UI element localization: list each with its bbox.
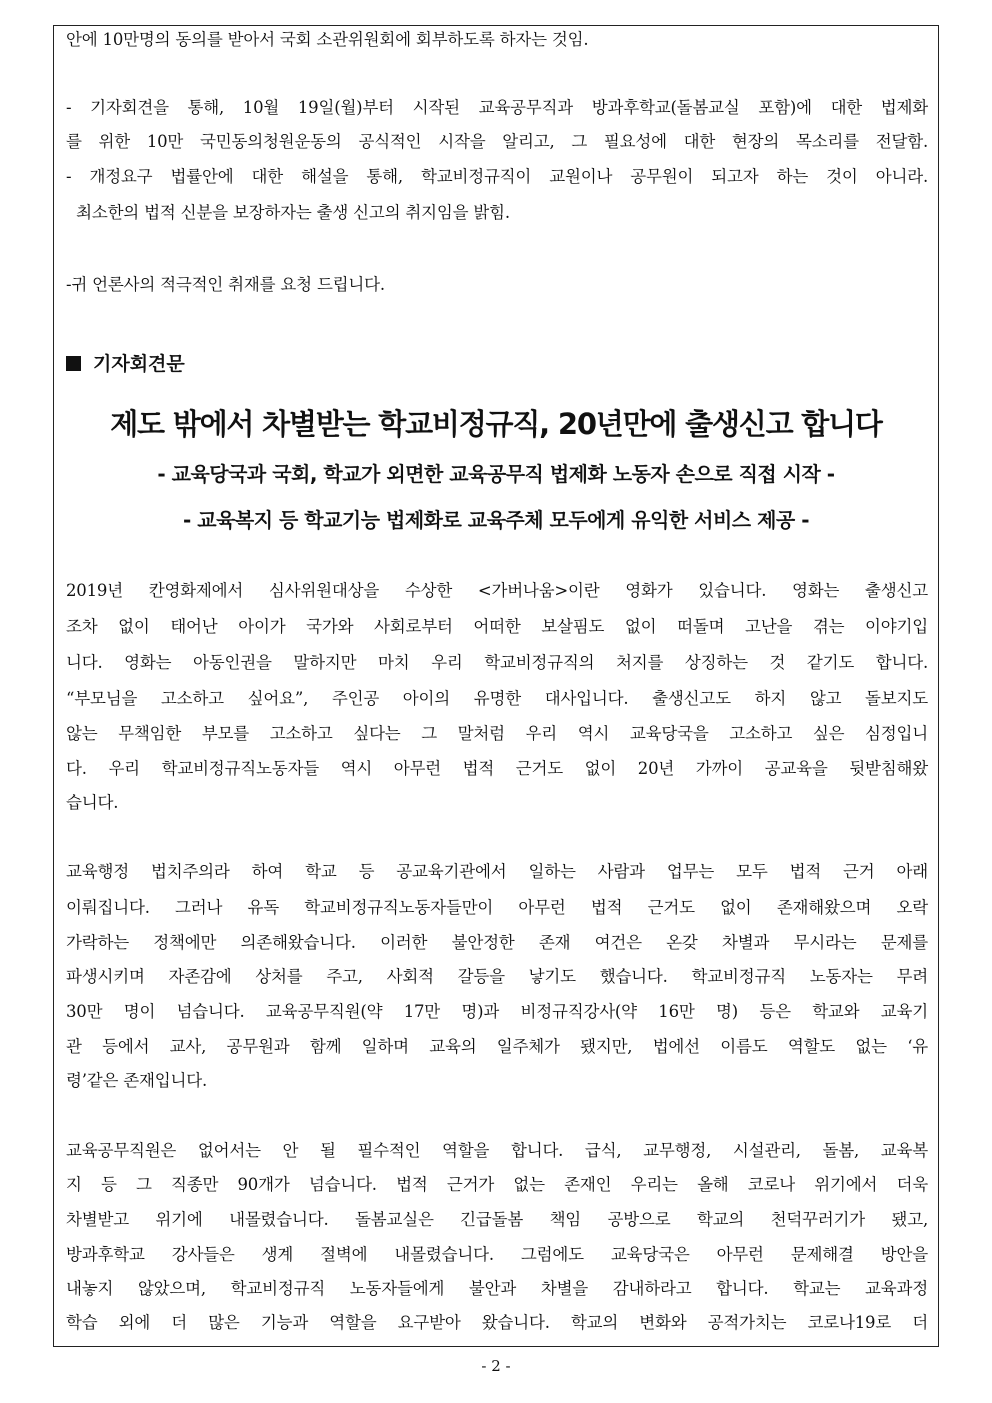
intro-line: - 기자회견을 통해, 10월 19일(월)부터 시작된 교육공무직과 방과후학교(돌봄교실 포함)에 대한 법제화: [66, 98, 928, 117]
paragraph-line: 이뤄집니다. 그러나 유독 학교비정규직노동자들만이 아무런 법적 근거도 없이 존재해왔으며 오락: [66, 898, 928, 917]
black-square-icon: [66, 356, 81, 371]
paragraph-line: 2019년 칸영화제에서 심사위원대상을 수상한 <가버나움>이란 영화가 있습니다. 영화는 출생신고: [66, 581, 928, 600]
paragraph-line: 니다. 영화는 아동인권을 말하지만 마치 우리 학교비정규직의 처지를 상징하는 것 같기도 합니다.: [66, 653, 928, 672]
paragraph-line: 학습 외에 더 많은 기능과 역할을 요구받아 왔습니다. 학교의 변화와 공적가치는 코로나19로 더: [66, 1313, 928, 1332]
paragraph-line: 교육행정 법치주의라 하여 학교 등 공교육기관에서 일하는 사람과 업무는 모두 법적 근거 아래: [66, 862, 928, 881]
paragraph-line: 관 등에서 교사, 공무원과 함께 일하며 교육의 일주체가 됐지만, 법에선 이름도 역할도 없는 ‘유: [66, 1037, 928, 1056]
paragraph-line: 교육공무직원은 없어서는 안 될 필수적인 역할을 합니다. 급식, 교무행정, 시설관리, 돌봄, 교육복: [66, 1141, 928, 1160]
section-heading: [66, 352, 185, 376]
paragraph-line: 차별받고 위기에 내몰렸습니다. 돌봄교실은 긴급돌봄 책임 공방으로 학교의 천덕꾸러기가 됐고,: [66, 1210, 928, 1229]
page-number: - 2 -: [481, 1357, 511, 1375]
paragraph-line: 파생시키며 자존감에 상처를 주고, 사회적 갈등을 낳기도 했습니다. 학교비정규직 노동자는 무려: [66, 967, 929, 986]
paragraph-line: 지 등 그 직종만 90개가 넘습니다. 법적 근거가 없는 존재인 우리는 올해 코로나 위기에서 더욱: [66, 1175, 928, 1194]
paragraph-line: 방과후학교 강사들은 생계 절벽에 내몰렸습니다. 그럼에도 교육당국은 아무런 문제해결 방안을: [66, 1245, 928, 1264]
paragraph-line: 30만 명이 넘습니다. 교육공무직원(약 17만 명)과 비정규직강사(약 16만 명) 등은 학교와 교육기: [66, 1002, 928, 1021]
paragraph-line: “부모님을 고소하고 싶어요”, 주인공 아이의 유명한 대사입니다. 출생신고도 하지 않고 돌보지도: [66, 689, 928, 708]
intro-line: 를 위한 10만 국민동의청원운동의 공식적인 시작을 알리고, 그 필요성에 대한 현장의 목소리를 전달함.: [66, 132, 928, 151]
intro-line: 최소한의 법적 신분을 보장하자는 출생 신고의 취지임을 밝힘.: [66, 203, 510, 222]
paragraph-line: 않는 무책임한 부모를 고소하고 싶다는 그 말처럼 우리 역시 교육당국을 고소하고 싶은 심정입니: [66, 724, 928, 743]
document-subtitle: - 교육복지 등 학교기능 법제화로 교육주체 모두에게 유익한 서비스 제공 -: [182, 508, 809, 532]
section-heading-text: 기자회견문: [93, 353, 185, 375]
paragraph-line: 령’같은 존재입니다.: [66, 1071, 208, 1090]
paragraph-line: 습니다.: [66, 793, 119, 812]
document-title: 제도 밖에서 차별받는 학교비정규직, 20년만에 출생신고 합니다: [110, 407, 882, 441]
paragraph-line: 다. 우리 학교비정규직노동자들 역시 아무런 법적 근거도 없이 20년 가까이 공교육을 뒷받침해왔: [66, 759, 928, 778]
document-subtitle: - 교육당국과 국회, 학교가 외면한 교육공무직 법제화 노동자 손으로 직접 시작 -: [157, 462, 835, 486]
paragraph-line: 내놓지 않았으며, 학교비정규직 노동자들에게 불안과 차별을 감내하라고 합니다. 학교는 교육과정: [66, 1279, 928, 1298]
intro-line: - 개정요구 법률안에 대한 해설을 통해, 학교비정규직이 교원이나 공무원이 되고자 하는 것이 아니라.: [66, 167, 928, 186]
intro-line: 안에 10만명의 동의를 받아서 국회 소관위원회에 회부하도록 하자는 것임.: [66, 30, 589, 49]
paragraph-line: 조차 없이 태어난 아이가 국가와 사회로부터 어떠한 보살핌도 없이 떠돌며 고난을 겪는 이야기입: [66, 617, 928, 636]
paragraph-line: 가락하는 정책에만 의존해왔습니다. 이러한 불안정한 존재 여건은 온갖 차별과 무시라는 문제를: [66, 933, 928, 952]
request-line: -귀 언론사의 적극적인 취재를 요청 드립니다.: [66, 275, 385, 294]
